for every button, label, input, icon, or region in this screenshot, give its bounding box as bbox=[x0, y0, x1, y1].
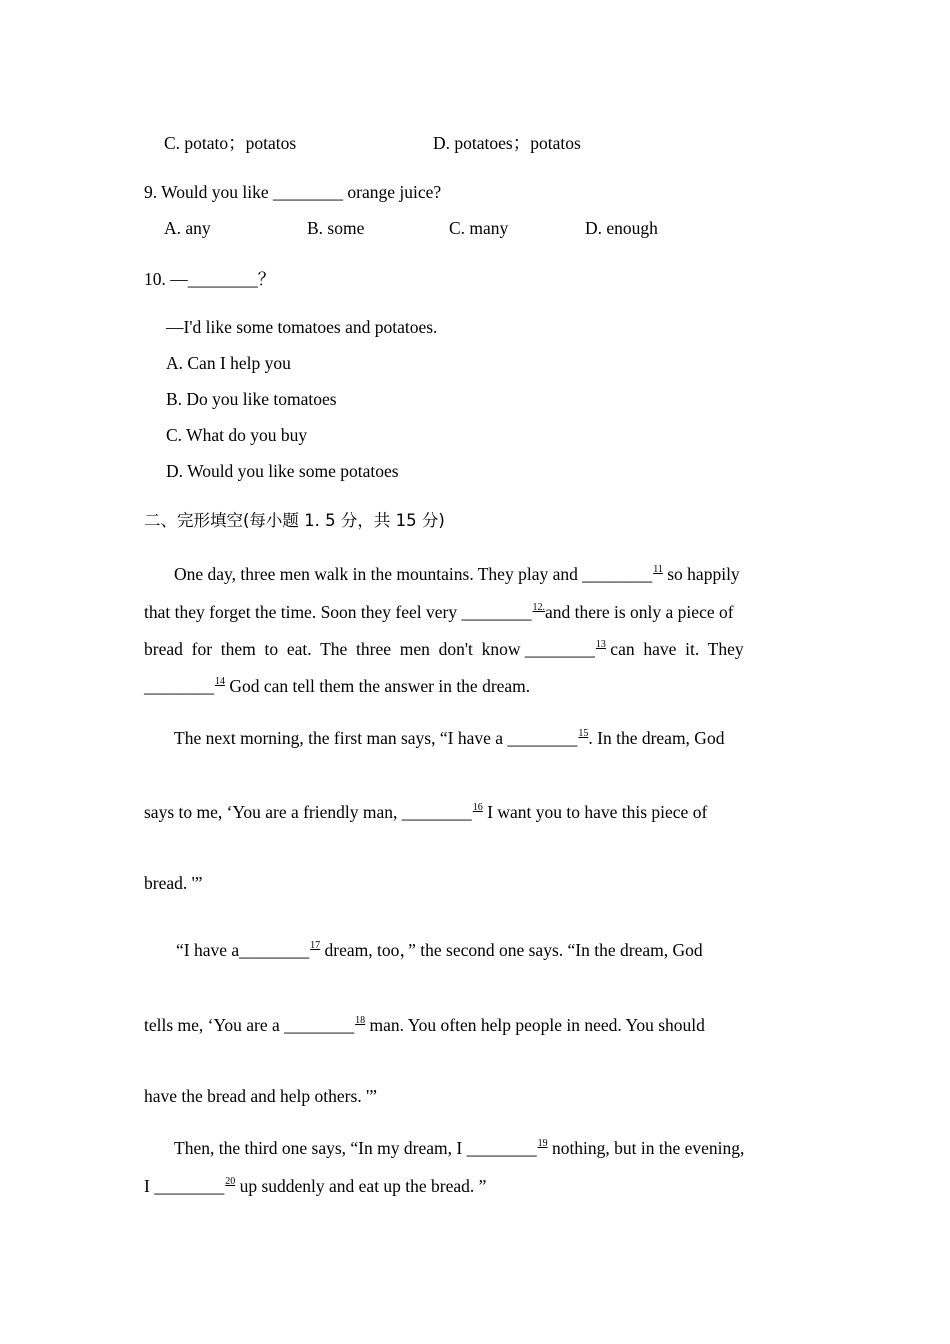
p2-line-1 bbox=[174, 723, 724, 749]
blank-line: ________ bbox=[507, 728, 578, 748]
section-title: 二、完形填空(每小题 1. 5 分，共 15 分) bbox=[144, 511, 445, 530]
blank-line: ________ bbox=[461, 602, 532, 622]
q8-option-d: D. potatoes；potatos bbox=[433, 133, 581, 153]
blank-18[interactable] bbox=[284, 1010, 365, 1036]
p2-line-3: bread. '” bbox=[144, 873, 203, 893]
blank-15[interactable] bbox=[507, 723, 588, 749]
blank-line: ________ bbox=[401, 802, 472, 822]
blank-number: 17 bbox=[310, 940, 321, 951]
p4-line-2 bbox=[144, 1171, 486, 1197]
blank-number: 20 bbox=[225, 1176, 236, 1187]
blank-14[interactable] bbox=[144, 671, 225, 697]
text-span: says to me, ‘You are a friendly man, bbox=[144, 802, 398, 822]
blank-number: 19 bbox=[537, 1138, 548, 1149]
q10-option-b: B. Do you like tomatoes bbox=[166, 389, 337, 409]
blank-17[interactable] bbox=[239, 935, 320, 961]
q9-stem: 9. Would you like ________ orange juice? bbox=[144, 182, 442, 202]
blank-20[interactable] bbox=[154, 1171, 235, 1197]
blank-number: 16 bbox=[472, 802, 483, 813]
p1-line-3 bbox=[144, 634, 744, 660]
p4-line-1 bbox=[174, 1133, 744, 1159]
text-span: so happily bbox=[667, 564, 740, 584]
text-span: bread for them to eat. The three men don't know bbox=[144, 639, 521, 659]
text-span: and there is only a piece of bbox=[545, 602, 734, 622]
q9-option-b: B. some bbox=[307, 218, 365, 238]
text-span: I bbox=[144, 1176, 150, 1196]
blank-line: ________ bbox=[284, 1015, 355, 1035]
blank-line: ________ bbox=[582, 564, 653, 584]
text-span: “I have a bbox=[176, 940, 240, 960]
text-span: I want you to have this piece of bbox=[487, 802, 708, 822]
blank-line: ________ bbox=[524, 639, 595, 659]
p1-line-1 bbox=[174, 559, 740, 585]
p3-line-3: have the bread and help others. '” bbox=[144, 1086, 377, 1106]
p3-line-1 bbox=[176, 935, 703, 961]
text-span: man. You often help people in need. You should bbox=[369, 1015, 705, 1035]
text-span: . In the dream, God bbox=[588, 728, 725, 748]
text-span: tells me, ‘You are a bbox=[144, 1015, 280, 1035]
text-span: up suddenly and eat up the bread. ” bbox=[239, 1176, 487, 1196]
blank-number: 13 bbox=[595, 639, 606, 650]
blank-number: 18 bbox=[355, 1015, 366, 1026]
blank-number: 15 bbox=[578, 728, 589, 739]
q10-reply: —I'd like some tomatoes and potatoes. bbox=[166, 317, 438, 337]
text-span: Then, the third one says, “In my dream, I bbox=[174, 1138, 463, 1158]
q10-option-a: A. Can I help you bbox=[166, 353, 291, 373]
blank-12[interactable] bbox=[462, 597, 546, 623]
blank-19[interactable] bbox=[467, 1133, 548, 1159]
q10-option-c: C. What do you buy bbox=[166, 425, 308, 445]
q10-stem: 10. —________？ bbox=[144, 269, 276, 289]
blank-16[interactable] bbox=[402, 797, 483, 823]
q8-option-c: C. potato；potatos bbox=[164, 133, 297, 153]
text-span: One day, three men walk in the mountains. They play and bbox=[174, 564, 578, 584]
blank-line: ________ bbox=[466, 1138, 537, 1158]
text-span: dream, too，” the second one says. “In the dream, God bbox=[324, 940, 703, 960]
text-span: God can tell them the answer in the dream. bbox=[229, 676, 531, 696]
blank-11[interactable] bbox=[582, 559, 663, 585]
q9-option-c: C. many bbox=[449, 218, 509, 238]
blank-line: ________ bbox=[144, 676, 214, 696]
blank-number: 11 bbox=[653, 564, 663, 575]
blank-line: ________ bbox=[239, 940, 310, 960]
p1-line-4 bbox=[144, 671, 530, 697]
blank-number: 12. bbox=[532, 602, 546, 613]
p1-line-2 bbox=[144, 597, 734, 623]
text-span: can have it. They bbox=[610, 639, 744, 659]
text-span: that they forget the time. Soon they feel very bbox=[144, 602, 458, 622]
blank-line: ________ bbox=[154, 1176, 225, 1196]
q9-option-a: A. any bbox=[164, 218, 211, 238]
text-span: nothing, but in the evening, bbox=[551, 1138, 745, 1158]
blank-number: 14 bbox=[215, 676, 225, 687]
blank-13[interactable] bbox=[525, 634, 606, 660]
p3-line-2 bbox=[144, 1010, 705, 1036]
p2-line-2 bbox=[144, 797, 707, 823]
q10-option-d: D. Would you like some potatoes bbox=[166, 461, 399, 481]
q9-option-d: D. enough bbox=[585, 218, 658, 238]
text-span: The next morning, the first man says, “I have a bbox=[174, 728, 503, 748]
